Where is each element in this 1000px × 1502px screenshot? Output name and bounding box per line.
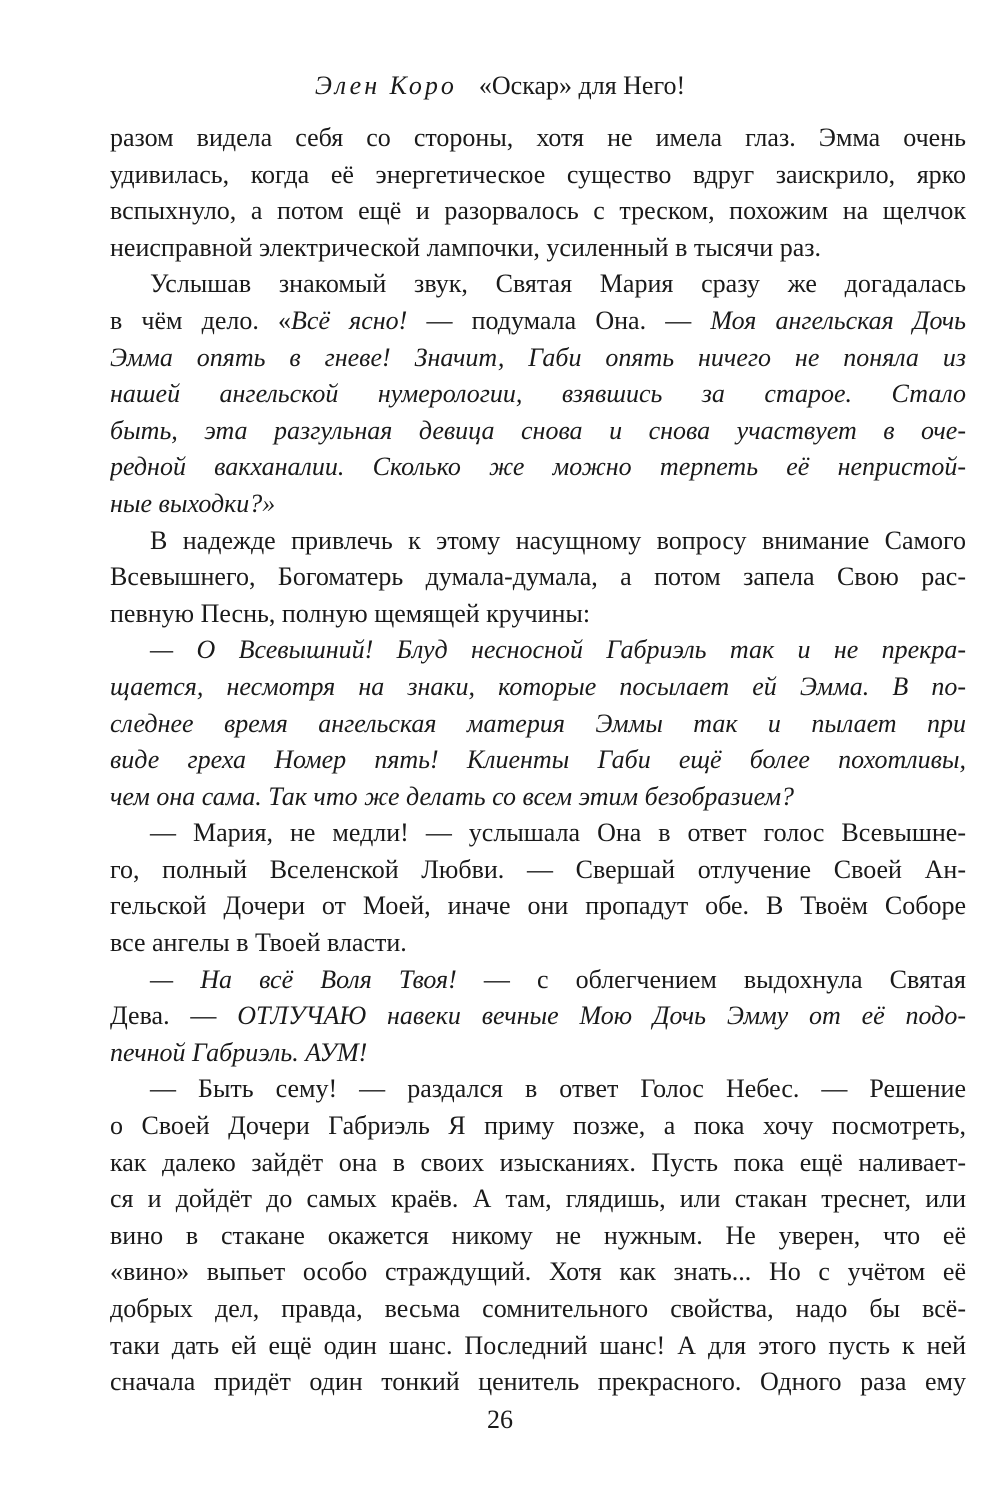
text-line: В надежде привлечь к этому насущному вопросу внимание Самого xyxy=(150,525,966,555)
text-line-italic: быть, эта разгульная девица снова и снова участвует в оче- xyxy=(110,415,966,445)
text-segment: — с облегчением выдохнула Святая xyxy=(456,964,966,994)
text-line: добрых дел, правда, весьма сомнительного свойства, надо бы всё- xyxy=(110,1294,966,1323)
running-head xyxy=(0,68,1000,104)
text-line: Всевышнего, Богоматерь думала-думала, а потом запела Свою рас- xyxy=(110,562,966,592)
text-line-mixed xyxy=(110,962,966,999)
text-line-mixed xyxy=(110,998,966,1035)
text-line-italic: печной Габриэль. АУМ! xyxy=(110,1037,368,1067)
text-line: го, полный Вселенской Любви. — Свершай отлучение Своей Ан- xyxy=(110,854,966,884)
text-line: гельской Дочери от Моей, иначе они пропадут обе. В Твоём Соборе xyxy=(110,891,966,921)
page-body-text xyxy=(110,120,966,1401)
text-line-italic: редной вакханалии. Сколько же можно терпеть её непристой- xyxy=(110,452,966,482)
text-line: таки дать ей ещё один шанс. Последний шанс! А для этого пусть к ней xyxy=(110,1330,966,1360)
page-number: 26 xyxy=(487,1405,513,1434)
text-line: удивилась, когда её энергетическое существо вдруг заискрило, ярко xyxy=(110,159,966,189)
text-line: Услышав знакомый звук, Святая Мария сразу же догадалась xyxy=(150,269,966,299)
text-segment-italic: ОТЛУЧАЮ навеки вечные Мою Дочь Эмму от её подо- xyxy=(237,1001,966,1031)
text-line: сначала придёт один тонкий ценитель прекрасного. Одного раза ему xyxy=(110,1367,966,1397)
text-line-italic: виде греха Номер пять! Клиенты Габи ещё более похотливы, xyxy=(110,745,966,775)
text-segment: — подумала Она. — xyxy=(407,305,711,335)
text-line-italic: нашей ангельской нумерологии, взявшись за старое. Стало xyxy=(110,379,966,409)
text-line-italic: следнее время ангельская материя Эммы так и пылает при xyxy=(110,708,966,738)
text-line-italic: Эмма опять в гневе! Значит, Габи опять ничего не поняла из xyxy=(110,342,966,372)
text-line-italic: ные выходки?» xyxy=(110,488,276,518)
text-line: как далеко зайдёт она в своих изысканиях. Пусть пока ещё наливает- xyxy=(110,1147,966,1177)
text-line: вспыхнуло, а потом ещё и разорвалось с треском, похожим на щелчок xyxy=(110,196,966,226)
text-line-italic: — О Всевышний! Блуд несносной Габриэль так и не прекра- xyxy=(150,635,966,665)
text-line: — Мария, не медли! — услышала Она в ответ голос Всевышне- xyxy=(150,818,966,848)
text-line: неисправной электрической лампочки, усиленный в тысячи раз. xyxy=(110,232,822,262)
text-line: певную Песнь, полную щемящей кручины: xyxy=(110,598,591,628)
text-segment: Дева. — xyxy=(110,1001,238,1031)
text-line-italic: чем она сама. Так что же делать со всем этим безобразием? xyxy=(110,781,795,811)
text-segment-italic: — xyxy=(150,964,201,994)
text-line-italic: щается, несмотря на знаки, которые посылает ей Эмма. В по- xyxy=(110,671,966,701)
text-line: ся и дойдёт до самых краёв. А там, глядишь, или стакан треснет, или xyxy=(110,1184,966,1214)
text-line: разом видела себя со стороны, хотя не имела глаз. Эмма очень xyxy=(110,123,966,152)
text-line: о Своей Дочери Габриэль Я приму позже, а пока хочу посмотреть, xyxy=(110,1111,966,1141)
text-segment-italic: Всё ясно! xyxy=(291,305,408,335)
text-segment-italic: На всё Воля Твоя! xyxy=(200,964,457,994)
text-line: «вино» выпьет особо страждущий. Хотя как знать... Но с учётом её xyxy=(110,1257,966,1287)
text-line: вино в стакане окажется никому не нужным. Не уверен, что её xyxy=(110,1220,966,1250)
text-segment-italic: Моя ангельская Дочь xyxy=(710,305,966,335)
text-segment: в чём дело. « xyxy=(110,305,292,335)
text-line: — Быть сему! — раздался в ответ Голос Небес. — Решение xyxy=(150,1074,966,1104)
text-line-mixed xyxy=(110,303,966,340)
text-line: все ангелы в Твоей власти. xyxy=(110,928,407,958)
running-head-title: «Оскар» для Него! xyxy=(478,71,686,100)
running-head-author: Элен Коро xyxy=(314,71,457,100)
